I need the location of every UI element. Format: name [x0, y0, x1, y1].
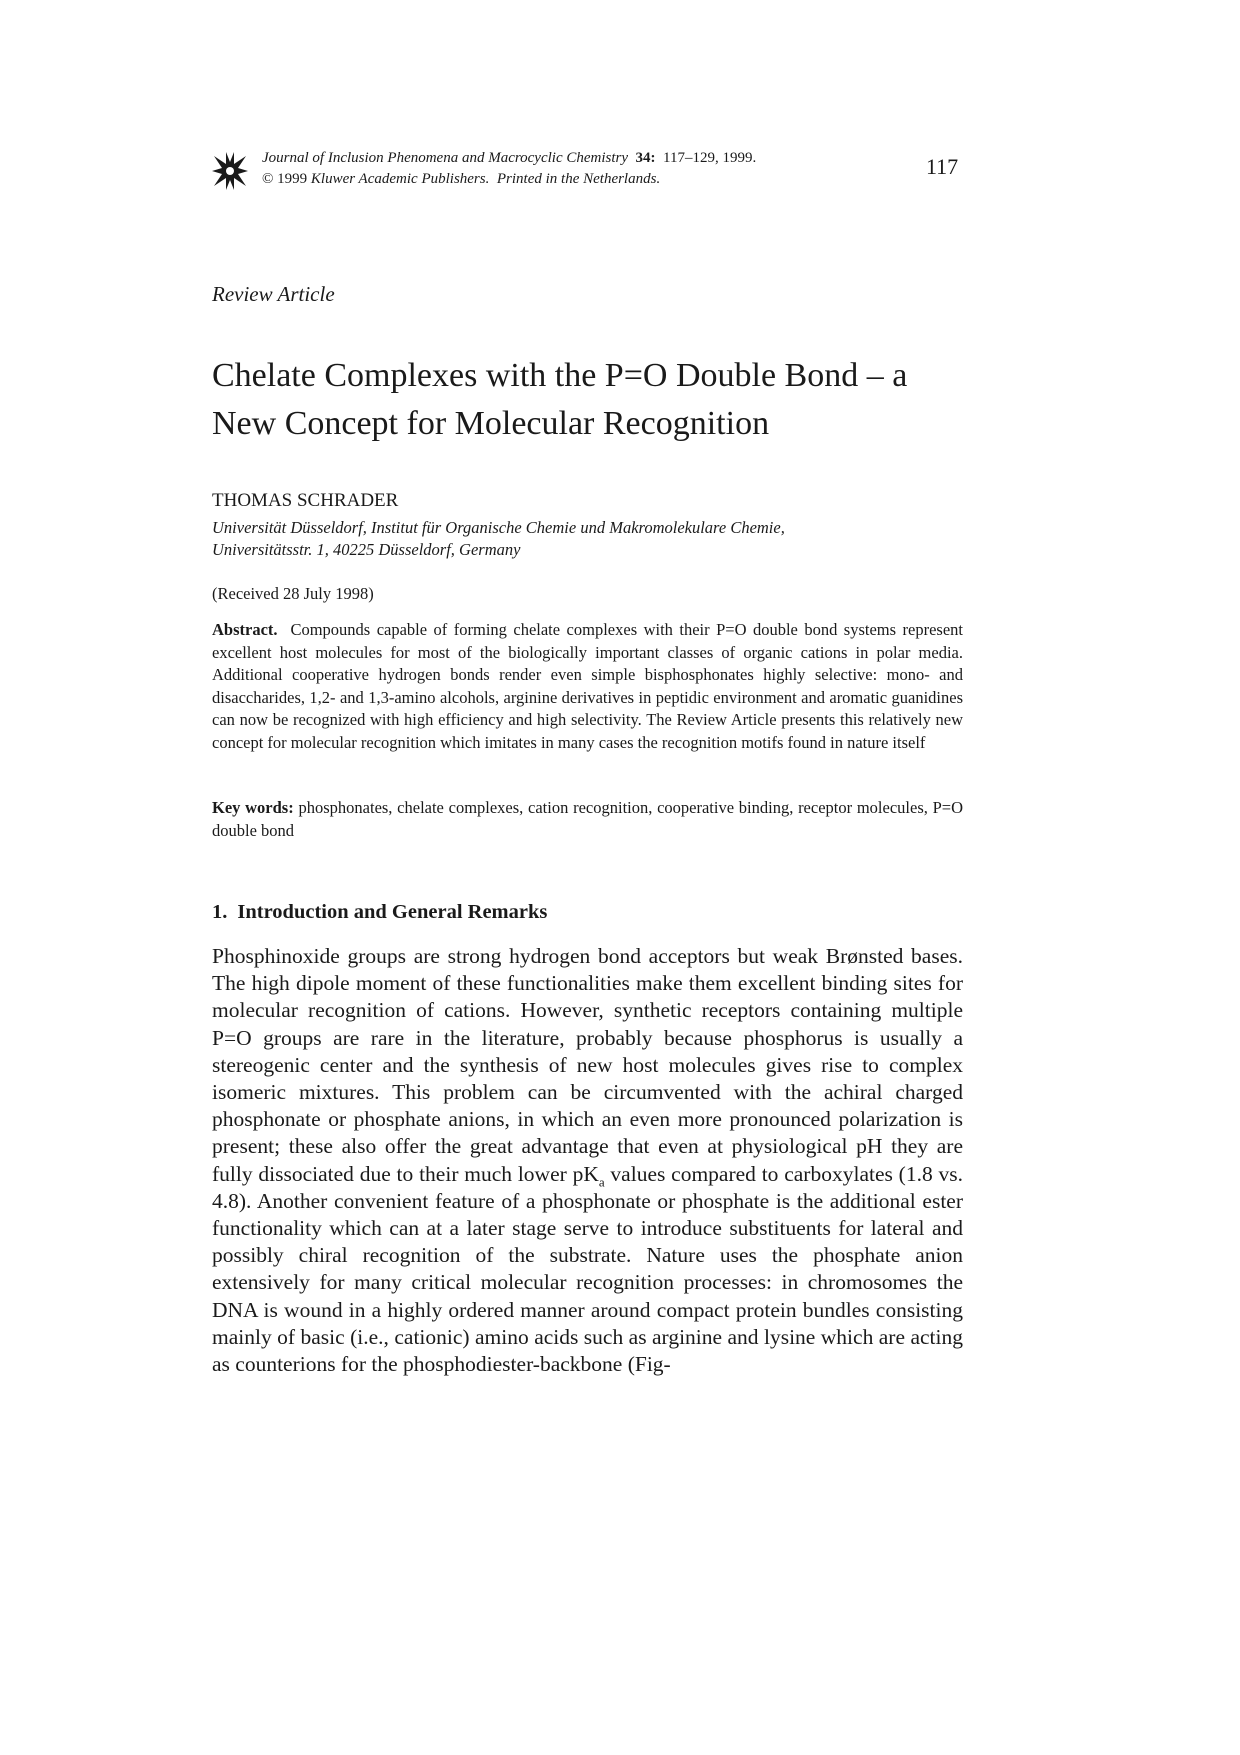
page-number: 117 — [926, 154, 959, 179]
journal-name: Journal of Inclusion Phenomena and Macrocyclic Chemistry — [262, 150, 629, 166]
article-type: Review Article — [212, 282, 335, 306]
affiliation-line-1: Universität Düsseldorf, Institut für Organische Chemie und Makromolekulare Chemie, — [212, 518, 785, 537]
section-heading — [212, 901, 547, 924]
title-line-1: Chelate Complexes with the P=O Double Bond – a — [212, 357, 908, 394]
section-title: Introduction and General Remarks — [237, 901, 548, 923]
author-affiliation — [212, 517, 992, 561]
kluwer-logo-icon — [212, 150, 248, 192]
keywords — [212, 797, 963, 842]
journal-line-2 — [262, 169, 756, 190]
keywords-label: Key words: — [212, 798, 294, 817]
printed-note: Printed in the Netherlands. — [496, 171, 661, 187]
abstract — [212, 619, 963, 754]
title-line-2: New Concept for Molecular Recognition — [212, 405, 770, 442]
publisher-name: Kluwer Academic Publishers. — [310, 171, 490, 187]
copyright-year: 1999 — [277, 171, 308, 187]
pka-subscript: a — [598, 1173, 605, 1189]
journal-header — [212, 148, 972, 196]
keywords-text: phosphonates, chelate complexes, cation recognition, cooperative binding, receptor molecules, P=O double bond — [212, 798, 963, 840]
body-text-part-2: values compared to carboxylates (1.8 vs. 4.8). Another convenient feature of a phosphonate or phosphate is the additional ester functionality which can at a later stage serve to introduce substituents for lateral and possibly chiral recognition of the substrate. Nature uses the phosphate anion extensively for many critical molecular recognition processes: in chromosomes the DNA is wound in a highly ordered manner around compact protein bundles consisting mainly of basic (i.e., cationic) amino acids such as arginine and lysine which are acting as counterions for the phosphodiester-backbone (Fig- — [212, 1161, 963, 1377]
journal-citation — [262, 148, 756, 190]
body-paragraph — [212, 943, 963, 1378]
affiliation-line-2: Universitätsstr. 1, 40225 Düsseldorf, Germany — [212, 540, 521, 559]
copyright-symbol: © — [262, 171, 274, 187]
journal-pages-year: 117–129, 1999. — [663, 150, 757, 166]
paper-title — [212, 352, 992, 448]
journal-volume: 34: — [635, 150, 656, 166]
journal-line-1 — [262, 148, 756, 169]
received-date: (Received 28 July 1998) — [212, 584, 374, 603]
section-number: 1. — [212, 901, 228, 923]
body-text-part-1: Phosphinoxide groups are strong hydrogen bond acceptors but weak Brønsted bases. The high dipole moment of these functionalities make them excellent binding sites for molecular recognition of cations. However, synthetic receptors containing multiple P=O groups are rare in the literature, probably because phosphorus is usually a stereogenic center and the synthesis of new host molecules gives rise to complex isomeric mixtures. This problem can be circumvented with the achiral charged phosphonate or phosphate anions, in which an even more pronounced polarization is present; these also offer the great advantage that even at physiological pH they are fully dissociated due to their much lower pK — [212, 944, 963, 1186]
author-name: THOMAS SCHRADER — [212, 490, 399, 511]
abstract-label: Abstract. — [212, 620, 278, 639]
abstract-text: Compounds capable of forming chelate complexes with their P=O double bond systems represent excellent host molecules for most of the biologically important classes of organic cations in polar media. Additional cooperative hydrogen bonds render even simple bisphosphonates highly selective: mono- and disaccharides, 1,2- and 1,3-amino alcohols, arginine derivatives in peptidic environment and aromatic guanidines can now be recognized with high efficiency and high selectivity. The Review Article presents this relatively new concept for molecular recognition which imitates in many cases the recognition motifs found in nature itself — [212, 620, 963, 752]
